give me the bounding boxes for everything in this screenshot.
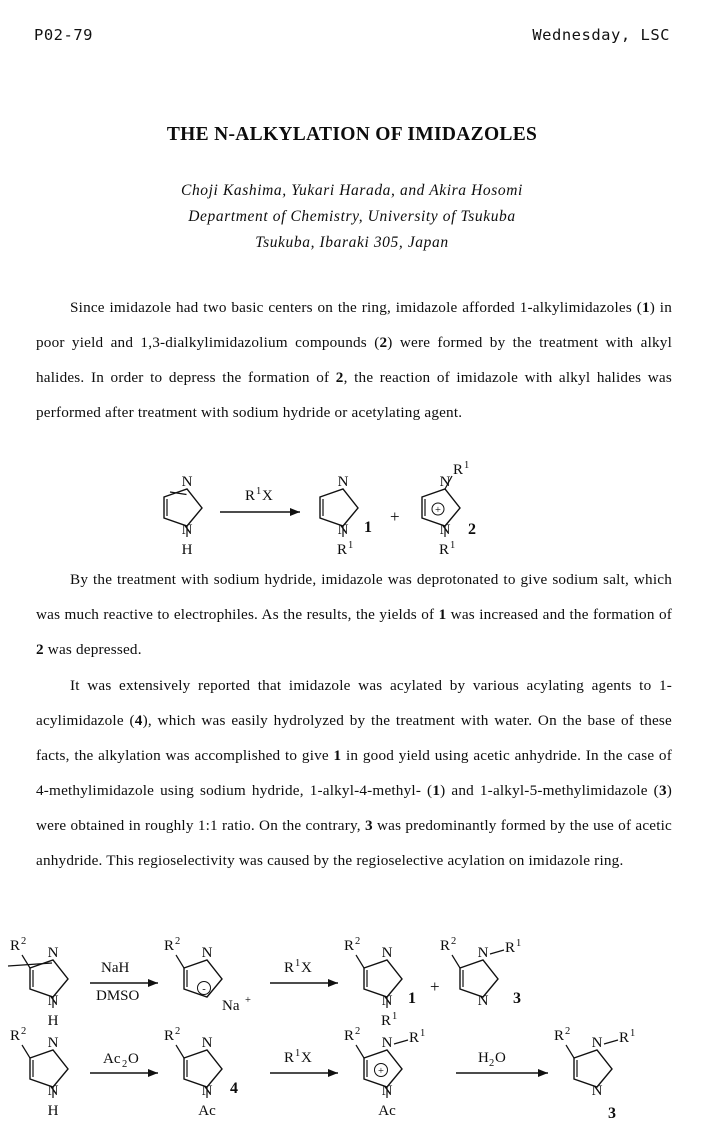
scheme2-row2-mid-r2-sup: 2 <box>355 1026 361 1037</box>
scheme2-row2-mid-nr: R <box>409 1030 420 1046</box>
atom-label-n-bottom-p2: N <box>439 522 451 538</box>
scheme1-imidazole-reactant <box>164 474 202 558</box>
scheme2-row2-reagent-ac2o: Ac <box>103 1051 121 1067</box>
scheme2-row1-product-1 <box>344 936 416 1029</box>
scheme2-row2-reagent-r1x-sup: 1 <box>295 1048 301 1059</box>
scheme1-product2-top-rsub: R <box>453 462 464 478</box>
paragraph-3 <box>36 668 672 878</box>
scheme1-reagent-sup: 1 <box>256 486 262 497</box>
p1-seg-a: Since imidazole had two basic centers on the ring, imidazole afforded 1-alkylimidazoles ( <box>70 299 642 316</box>
atom-label-n-top-p3r1: N <box>477 945 489 961</box>
scheme2-row1-p1-nsub: R <box>381 1013 392 1029</box>
author-block <box>0 178 704 256</box>
p1-seg-g: , the reaction of imidazole with alkyl halides was performed after treatment with sodium hydride or acetylating agent. <box>36 369 672 421</box>
scheme2-row2-nh: H <box>47 1103 59 1119</box>
scheme2-row2-reagent-h2o-tail: O <box>495 1050 506 1066</box>
atom-label-n-bottom-r2: N <box>47 1083 59 1099</box>
p1-ref-2b: 2 <box>335 369 344 386</box>
p2-ref-1: 1 <box>438 606 447 623</box>
p3-ref-3: 3 <box>658 782 667 799</box>
paragraph-1-text <box>36 290 672 430</box>
p3-seg-e: in good yield using acetic anhydride. In the case of 4-methylimidazole using sodium hydride, 1-alkyl-4-methyl- ( <box>36 747 672 799</box>
author-department: Department of Chemistry, University of Tsukuba <box>188 208 516 225</box>
p3-seg-k: was predominantly formed by the use of acetic anhydride. This regioselectivity was caused by the regioselective acylation on imidazole ring. <box>36 817 672 869</box>
scheme2-row2-mid-ac: Ac <box>378 1103 396 1119</box>
scheme2-row2-reactant <box>10 1026 68 1119</box>
atom-label-h: H <box>181 542 193 558</box>
p2-seg-e: was depressed. <box>43 641 142 658</box>
scheme2-row2-int-r2-sup: 2 <box>175 1026 181 1037</box>
atom-label-n-top-mid: N <box>381 1035 393 1051</box>
atom-label-n-bottom-p1: N <box>337 522 349 538</box>
scheme2-row1-arrow-1 <box>90 960 158 1004</box>
scheme2-row2-r2: R <box>10 1028 21 1044</box>
scheme2-row2-int-ac: Ac <box>198 1103 216 1119</box>
p3-seg-a: It was extensively reported that imidazole was acylated by various acylating agents to 1-acylimidazole ( <box>36 677 672 729</box>
scheme2-row2-int-number: 4 <box>230 1080 238 1097</box>
scheme2-row2-product-3 <box>554 1026 635 1122</box>
atom-label-n-bottom-p3r1: N <box>477 993 489 1009</box>
scheme2-row2-reagent-r1x: R <box>284 1050 295 1066</box>
scheme2-row2-p3-nr: R <box>619 1030 630 1046</box>
scheme1-plus: + <box>390 507 400 526</box>
scheme2-row1-p1-number: 1 <box>408 990 416 1007</box>
scheme2-row1-p3-nr: R <box>505 940 516 956</box>
paragraph-2-text <box>36 562 672 667</box>
p3-ref-1: 1 <box>333 747 342 764</box>
scheme2-row1-product-3 <box>440 936 521 1009</box>
p1-seg-e: ) were formed by the treatment with alkyl halides. In order to depress the formation of <box>36 334 673 386</box>
p3-seg-c: ), which was easily hydrolyzed by the treatment with water. On the base of these facts, the alkylation was accomplished to give <box>36 712 672 764</box>
scheme2-row1-arrow-2 <box>270 958 338 987</box>
scheme2-row1-r2: R <box>10 938 21 954</box>
atom-label-n-top-p2: N <box>439 474 451 490</box>
scheme2-row1-r2-sup: 2 <box>21 936 27 947</box>
scheme2-row2-arrow-3 <box>456 1050 548 1077</box>
scheme1-product2-bottom-rsub: R <box>439 542 450 558</box>
scheme2-row1-p3-r2-sup: 2 <box>451 936 457 947</box>
scheme2-row1-plus: + <box>430 977 440 996</box>
scheme2-row1-p3-r2: R <box>440 938 451 954</box>
scheme2-row2-mid-charge: + <box>378 1066 384 1077</box>
scheme1-product2-number: 2 <box>468 521 476 538</box>
scheme1-product-1 <box>320 474 372 558</box>
paragraph-1 <box>36 290 672 430</box>
scheme2-row1-reagent-dmso: DMSO <box>96 988 140 1004</box>
scheme2-row2-intermediate-4 <box>164 1026 238 1119</box>
scheme1-reagent-tail: X <box>262 488 273 504</box>
scheme2-row1-int-r2-sup: 2 <box>175 936 181 947</box>
scheme2-row1-p1-r2-sup: 2 <box>355 936 361 947</box>
scheme1-product2-top-rsup: 1 <box>464 460 470 471</box>
scheme2-row2-mid-r2: R <box>344 1028 355 1044</box>
author-address: Tsukuba, Ibaraki 305, Japan <box>255 234 449 251</box>
scheme2-row2-reagent-ac2o-tail: O <box>128 1051 139 1067</box>
scheme1-reagent: R <box>245 488 256 504</box>
p3-seg-i: ) were obtained in roughly 1:1 ratio. On the contrary, <box>36 782 672 834</box>
scheme2-row2-p3-number: 3 <box>608 1105 616 1122</box>
scheme2-row1-intermediate <box>164 936 251 1014</box>
scheme2-row1-reagent-r1x-sup: 1 <box>295 958 301 969</box>
running-head-right: Wednesday, LSC <box>532 26 670 44</box>
scheme2-row1-p1-nsub-sup: 1 <box>392 1011 398 1022</box>
atom-label-n-bottom-r1: N <box>47 993 59 1009</box>
scheme2-row2-imidazolium <box>344 1026 425 1119</box>
scheme1-product-2 <box>422 460 476 558</box>
scheme2-row1-reagent-r1x-tail: X <box>301 960 312 976</box>
scheme1-product2-bottom-rsup: 1 <box>450 540 456 551</box>
running-head-left: P02-79 <box>34 26 93 44</box>
scheme1-product1-rsup: 1 <box>348 540 354 551</box>
atom-label-n-top: N <box>181 474 193 490</box>
page-title: THE N-ALKYLATION OF IMIDAZOLES <box>166 124 538 145</box>
scheme2-row1-reactant <box>8 936 68 1029</box>
scheme2-row2-reagent-h2o-sub: 2 <box>489 1058 495 1069</box>
atom-label-n-top-p3r2: N <box>591 1035 603 1051</box>
p1-ref-2: 2 <box>379 334 388 351</box>
paragraph-3-text <box>36 668 672 878</box>
scheme2-row2-arrow-1 <box>90 1051 158 1077</box>
scheme2-row1-counterion: Na <box>222 998 240 1014</box>
scheme2-row2-p3-r2-sup: 2 <box>565 1026 571 1037</box>
scheme1-product1-number: 1 <box>364 519 372 536</box>
scheme2-row1-nh: H <box>47 1013 59 1029</box>
atom-label-n-bottom: N <box>181 522 193 538</box>
scheme2-row1-p3-nr-sup: 1 <box>516 938 522 949</box>
scheme2-row2-r2-sup: 2 <box>21 1026 27 1037</box>
scheme2-row1-int-r2: R <box>164 938 175 954</box>
scheme1-arrow <box>220 486 300 516</box>
scheme2-row2-reagent-ac2o-sub: 2 <box>122 1059 128 1070</box>
p3-seg-g: ) and 1-alkyl-5-methylimidazole ( <box>440 782 659 799</box>
p3-ref-3b: 3 <box>364 817 373 834</box>
atom-label-n-bottom-int4: N <box>201 1083 213 1099</box>
atom-label-n-top-int4: N <box>201 1035 213 1051</box>
p3-ref-4: 4 <box>134 712 143 729</box>
reaction-scheme-2 <box>8 930 698 1130</box>
p3-ref-1b: 1 <box>432 782 441 799</box>
p2-ref-2: 2 <box>36 641 44 658</box>
author-names: Choji Kashima, Yukari Harada, and Akira Hosomi <box>181 182 523 199</box>
atom-label-n-bottom-p1r1: N <box>381 993 393 1009</box>
p1-seg-c: ) in poor yield and 1,3-dialkylimidazolium compounds ( <box>36 299 672 351</box>
scheme2-row1-counterion-sup: + <box>245 995 251 1006</box>
scheme2-row2-reagent-h2o: H <box>478 1050 489 1066</box>
scheme2-row2-p3-nr-sup: 1 <box>630 1028 636 1039</box>
scheme2-row2-reagent-r1x-tail: X <box>301 1050 312 1066</box>
scheme2-row1-p1-r2: R <box>344 938 355 954</box>
p2-seg-a: By the treatment with sodium hydride, imidazole was deprotonated to give sodium salt, which was much reactive to electrophiles. As the results, the yields of <box>36 571 672 623</box>
scheme2-row2-int-r2: R <box>164 1028 175 1044</box>
scheme1-charge: + <box>435 505 441 516</box>
paragraph-2 <box>36 562 672 667</box>
reaction-scheme-1 <box>150 460 570 558</box>
atom-label-n-top-r2: N <box>47 1035 59 1051</box>
scheme2-row2-mid-nr-sup: 1 <box>420 1028 426 1039</box>
p2-seg-c: was increased and the formation of <box>446 606 673 623</box>
atom-label-n-bottom-mid: N <box>381 1083 393 1099</box>
atom-label-n-top-int1: N <box>201 945 213 961</box>
scheme2-row1-reagent-r1x: R <box>284 960 295 976</box>
running-head <box>34 26 670 44</box>
scheme2-row2-p3-r2: R <box>554 1028 565 1044</box>
p1-ref-1: 1 <box>641 299 650 316</box>
scheme2-row1-p3-number: 3 <box>513 990 521 1007</box>
scheme2-row1-reagent-nah: NaH <box>101 960 130 976</box>
atom-label-n-top-r1: N <box>47 945 59 961</box>
scheme2-row1-int-charge: - <box>202 984 206 995</box>
atom-label-n-top-p1: N <box>337 474 349 490</box>
atom-label-n-top-p1r1: N <box>381 945 393 961</box>
scheme1-product1-rsub: R <box>337 542 348 558</box>
scheme2-row2-arrow-2 <box>270 1048 338 1077</box>
atom-label-n-bottom-p3r2: N <box>591 1083 603 1099</box>
